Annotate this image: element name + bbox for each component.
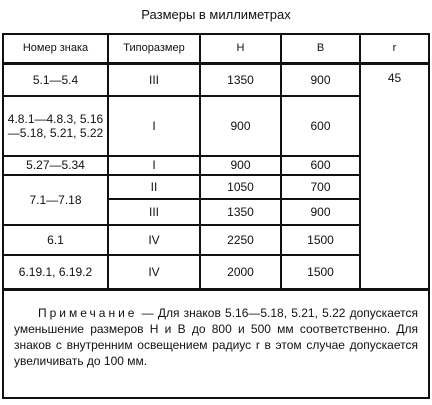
table-row [3,64,429,97]
sign-dimensions-table [2,33,430,399]
note-row [3,290,429,399]
cell-sign-number: 5.1—5.4 [3,64,108,97]
header-r: r [360,34,429,64]
note-text: — Для знаков 5.16—5.18, 5.21, 5.22 допускается уменьшение размеров H и B до 800 и 500 мм соответственно. Для знаков с внутренним освещением радиус r в этом случае допускается увеличивать до 100 мм. [14,306,418,368]
table-caption: Размеры в миллиметрах [141,7,291,22]
cell-sign-number: 4.8.1—4.8.3, 5.16—5.18, 5.21, 5.22 [3,96,108,156]
cell-h: 900 [200,156,281,175]
cell-h: 1050 [200,175,281,199]
cell-b: 900 [281,199,360,225]
cell-b: 1500 [281,255,360,290]
cell-b: 600 [281,96,360,156]
note-label: Примечание [38,306,138,320]
cell-b: 1500 [281,225,360,255]
cell-h: 2250 [200,225,281,255]
header-sign-number: Номер знака [3,34,108,64]
cell-b: 700 [281,175,360,199]
header-type-size: Типоразмер [108,34,200,64]
cell-sign-number: 6.1 [3,225,108,255]
cell-h: 1350 [200,199,281,225]
cell-h: 900 [200,96,281,156]
cell-type-size: IV [108,255,200,290]
cell-r: 45 [360,64,429,290]
cell-type-size: I [108,156,200,175]
cell-type-size: II [108,175,200,199]
cell-sign-number: 5.27—5.34 [3,156,108,175]
note-cell [3,290,429,399]
cell-sign-number: 6.19.1, 6.19.2 [3,255,108,290]
cell-type-size: I [108,96,200,156]
cell-h: 1350 [200,64,281,97]
cell-b: 900 [281,64,360,97]
header-h: H [200,34,281,64]
cell-sign-number: 7.1—7.18 [3,175,108,225]
cell-h: 2000 [200,255,281,290]
cell-b: 600 [281,156,360,175]
header-row [3,34,429,64]
header-b: B [281,34,360,64]
cell-type-size: III [108,64,200,97]
cell-type-size: III [108,199,200,225]
cell-type-size: IV [108,225,200,255]
